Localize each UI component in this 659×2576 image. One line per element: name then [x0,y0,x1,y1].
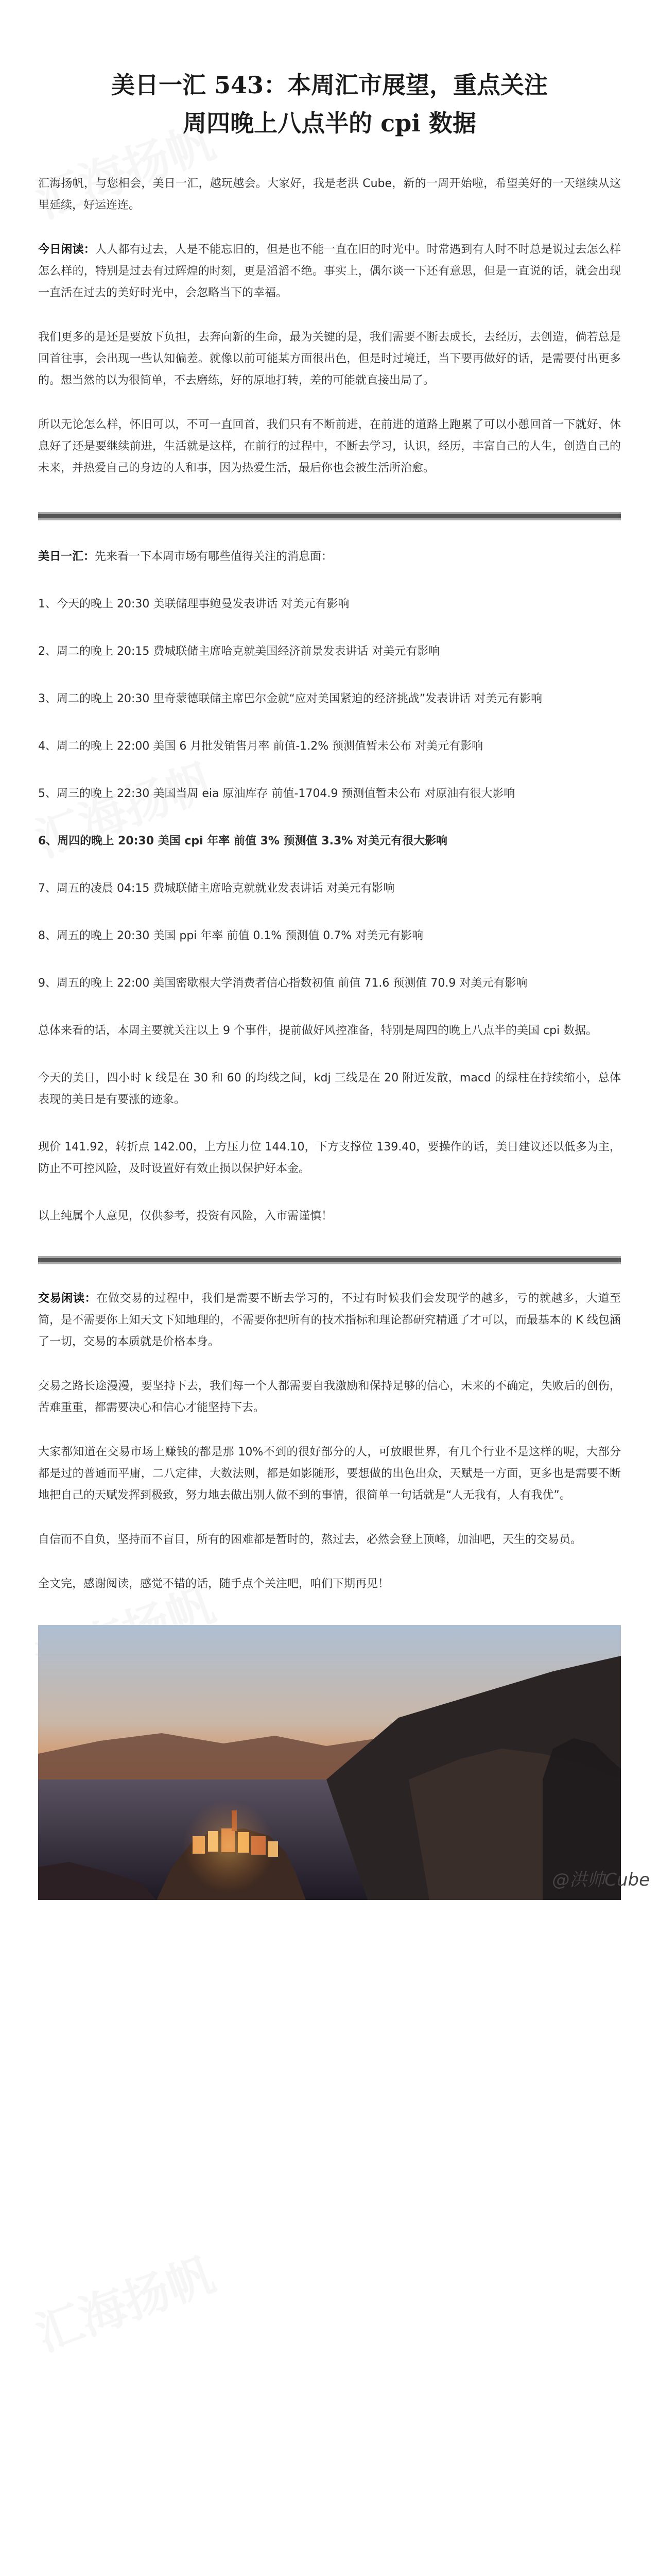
section-divider [38,512,621,520]
analysis-paragraph-1: 今天的美日，四小时 k 线是在 30 和 60 的均线之间，kdj 三线是在 20 附近发散，macd 的绿柱在持续缩小，总体表现的美日是有要涨的迹象。 [38,1072,621,1106]
disclaimer: 以上纯属个人意见，仅供参考，投资有风险，入市需谨慎！ [38,1210,333,1223]
event-item-7: 7、周五的凌晨 04:15 费城联储主席哈克就就业发表讲话 对美元有影响 [38,882,395,895]
event-item-1: 1、今天的晚上 20:30 美联储理事鲍曼发表讲话 对美元有影响 [38,598,350,611]
market-intro [38,546,621,568]
summary-paragraph: 总体来看的话，本周主要就关注以上 9 个事件，提前做好风控准备，特别是周四的晚上八点半的美国 cpi 数据。 [38,1024,598,1037]
event-item-4: 4、周二的晚上 22:00 美国 6 月批发销售月率 前值-1.2% 预测值暂未公布 对美元有影响 [38,740,483,753]
title-line-1: 美日一汇 543：本周汇市展望，重点关注 [111,71,548,99]
watermark [25,2237,222,2363]
market-intro-text: 先来看一下本周市场有哪些值得关注的消息面： [95,550,333,563]
event-item-3: 3、周二的晚上 20:30 里奇蒙德联储主席巴尔金就“应对美国紧迫的经济挑战”发表讲话 对美元有影响 [38,692,543,705]
event-item-9: 9、周五的晚上 22:00 美国密歇根大学消费者信心指数初值 前值 71.6 预测值 70.9 对美元有影响 [38,977,528,990]
closing-paragraph: 全文完，感谢阅读，感觉不错的话，随手点个关注吧，咱们下期再见！ [38,1578,390,1590]
trade-paragraph-2: 交易之路长途漫漫，要坚持下去，我们每一个人都需要自我激励和保持足够的信心，未来的不确定，失败后的创伤，苦难重重，都需要决心和信心才能坚持下去。 [38,1380,621,1414]
trade-paragraph-3: 大家都知道在交易市场上赚钱的都是那 10%不到的很好部分的人，可放眼世界，有几个行业不是这样的呢，大部分都是过的普通而平庸，二八定律，大数法则，都是如影随形，要想做的出色出众，天赋是一方面，更多也是需要不断地把自己的天赋发挥到极致，努力地去做出别人做不到的事情，很简单一句话就是“人无我有，人有我优”。 [38,1446,621,1502]
coastal-village-image [38,1625,621,1900]
market-label: 美日一汇： [38,550,95,563]
reading-paragraph-3: 所以无论怎么样，怀旧可以，不可一直回首，我们只有不断前进，在前进的道路上跑累了可以小憩回首一下就好，休息好了还是要继续前进，生活就是这样，在前行的过程中，不断去学习，认识，经历，丰富自己的人生，创造自己的未来，并热爱自己的身边的人和事，因为热爱生活，最后你也会被生活所治愈。 [38,418,621,474]
reading-paragraph-1 [38,239,621,304]
reading-paragraph-2: 我们更多的是还是要放下负担，去奔向新的生命，最为关键的是，我们需要不断去成长，去经历，去创造，倘若总是回首往事，会出现一些认知偏差。就像以前可能某方面很出色，但是时过境迁，当下要再做好的话，是需要付出更多的。想当然的以为很简单，不去磨练，好的原地打转，差的可能就直接出局了。 [38,331,621,387]
trade-label: 交易闲读： [38,1292,97,1305]
reading-label: 今日闲读： [38,243,95,256]
intro-paragraph: 汇海扬帆，与您相会，美日一汇，越玩越会。大家好，我是老洪 Cube，新的一周开始啦，希望美好的一天继续从这里延续，好运连连。 [38,177,621,212]
analysis-paragraph-2: 现价 141.92，转折点 142.00，上方压力位 144.10，下方支撑位 139.40，要操作的话，美日建议还以低多为主，防止不可控风险，及时设置好有效止损以保护好本金。 [38,1141,621,1175]
coastal-village-photo [38,1625,621,1900]
event-item-6: 6、周四的晚上 20:30 美国 cpi 年率 前值 3% 预测值 3.3% 对美元有很大影响 [38,835,447,848]
reading-text-1: 人人都有过去，人是不能忘旧的，但是也不能一直在旧的时光中。时常遇到有人时不时总是说过去怎么样怎么样的，特别是过去有过辉煌的时刻，更是滔滔不绝。事实上，偶尔谈一下还有意思，但是一直说的话，就会出现一直活在过去的美好时光中，会忽略当下的幸福。 [38,243,621,299]
title-line-2: 周四晚上八点半的 cpi 数据 [183,109,476,137]
trade-paragraph-4: 自信而不自负，坚持而不盲目，所有的困难都是暂时的，熬过去，必然会登上顶峰，加油吧，天生的交易员。 [38,1533,582,1546]
trade-text-1: 在做交易的过程中，我们是需要不断去学习的，不过有时候我们会发现学的越多，亏的就越多，大道至简，是不需要你上知天文下知地理的，不需要你把所有的技术指标和理论都研究精通了才可以，而最基本的 K 线包涵了一切，交易的本质就是价格本身。 [38,1292,621,1348]
event-item-5: 5、周三的晚上 22:30 美国当周 eia 原油库存 前值-1704.9 预测值暂未公布 对原油有很大影响 [38,787,515,800]
article-title [0,0,659,142]
trade-paragraph-1 [38,1288,621,1353]
section-divider [38,1256,621,1264]
article-body [0,173,659,1595]
footer-brand: @洪帅Cube [552,1870,650,1890]
event-item-2: 2、周二的晚上 20:15 费城联储主席哈克就美国经济前景发表讲话 对美元有影响 [38,645,440,658]
event-item-8: 8、周五的晚上 20:30 美国 ppi 年率 前值 0.1% 预测值 0.7% 对美元有影响 [38,929,424,942]
